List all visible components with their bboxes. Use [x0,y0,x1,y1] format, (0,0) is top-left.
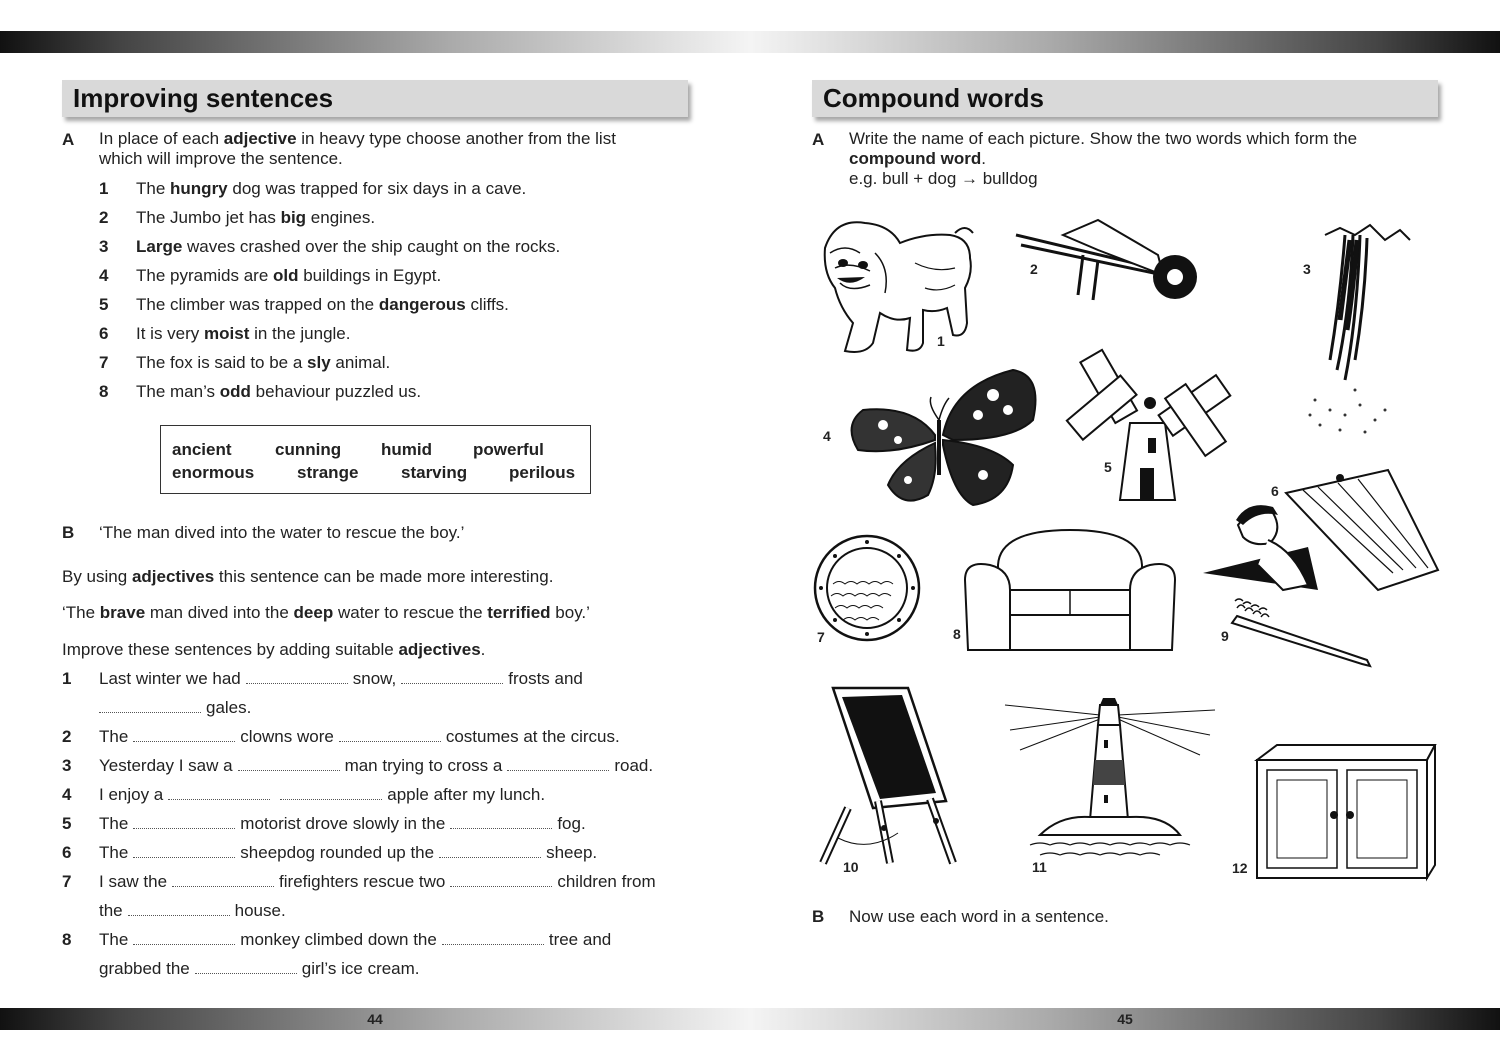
section-a-letter-left: A [62,130,75,149]
adjective-word-box [160,425,591,494]
wheelbarrow-picture [1013,215,1203,310]
item-number: 7 [99,353,109,372]
fill-in-sentence: I saw the firefighters rescue two children from [99,872,656,891]
item-number: 7 [62,872,72,891]
answer-blank[interactable] [238,759,340,771]
fill-in-sentence: The monkey climbed down the tree and [99,930,612,949]
answer-blank[interactable] [246,672,348,684]
answer-blank[interactable] [450,875,552,887]
answer-blank[interactable] [339,730,441,742]
fill-in-sentence: I enjoy a apple after my lunch. [99,785,546,804]
answer-blank[interactable] [195,962,297,974]
fill-in-sentence-cont: grabbed the girl’s ice cream. [99,959,420,978]
answer-blank[interactable] [450,817,552,829]
adjective-explanation: By using adjectives this sentence can be made more interesting. [62,567,554,586]
item-number: 4 [99,266,109,285]
picture-label: 9 [1221,628,1229,644]
sentence-task: Now use each word in a sentence. [849,907,1109,926]
cupboard-picture [1252,740,1440,885]
section-b-letter-left: B [62,523,75,542]
answer-blank[interactable] [442,933,544,945]
example-quote: ‘The man dived into the water to rescue the boy.’ [99,523,465,542]
answer-blank[interactable] [128,904,230,916]
armchair-picture [960,525,1180,660]
answer-blank[interactable] [168,788,270,800]
page-title-left: Improving sentences [62,80,688,117]
list-item: The hungry dog was trapped for six days in a cave. [136,179,527,198]
word-option: perilous [509,463,576,482]
answer-blank[interactable] [401,672,503,684]
answer-blank[interactable] [133,933,235,945]
word-option: starving [401,463,468,482]
item-number: 8 [62,930,72,949]
answer-blank[interactable] [172,875,274,887]
section-a-instruction: In place of each adjective in heavy type choose another from the list which will improve the sentence. [99,129,616,168]
item-number: 3 [62,756,72,775]
list-item: The pyramids are old buildings in Egypt. [136,266,442,285]
item-number: 5 [62,814,72,833]
word-option: enormous [172,463,255,482]
fill-in-sentence: Last winter we had snow, frosts and [99,669,583,688]
list-item: The climber was trapped on the dangerous cliffs. [136,295,509,314]
answer-blank[interactable] [99,701,201,713]
picture-label: 7 [817,629,825,645]
word-option: cunning [275,440,342,459]
picture-label: 8 [953,626,961,642]
picture-label: 3 [1303,261,1311,277]
item-number: 6 [62,843,72,862]
picture-label: 4 [823,428,831,444]
answer-blank[interactable] [439,846,541,858]
fill-in-sentence: The clowns wore costumes at the circus. [99,727,620,746]
bottom-border-bar [0,1008,1500,1030]
trapdoor-picture [1198,465,1443,605]
porthole-picture [813,534,921,642]
list-item: Large waves crashed over the ship caught on the rocks. [136,237,561,256]
picture-label: 11 [1032,859,1047,875]
fill-in-sentence-cont: gales. [94,698,251,718]
section-b-letter-right: B [812,907,825,926]
toothbrush-picture [1227,598,1377,670]
answer-blank[interactable] [133,846,235,858]
compound-instruction: Write the name of each picture. Show the two words which form the compound word. e.g. bull + dog → bulldog [849,129,1358,188]
picture-label: 1 [937,333,945,349]
task-instruction: Improve these sentences by adding suitable adjectives. [62,640,486,659]
picture-label: 12 [1232,860,1248,876]
list-item: It is very moist in the jungle. [136,324,351,343]
list-item: The fox is said to be a sly animal. [136,353,391,372]
page-number-left: 44 [367,1011,383,1027]
answer-blank[interactable] [133,817,235,829]
item-number: 2 [62,727,72,746]
item-number: 8 [99,382,109,401]
item-number: 1 [62,669,72,688]
waterfall-picture [1295,220,1415,440]
word-option: powerful [473,440,544,459]
bulldog-picture [815,213,975,358]
word-option: ancient [172,440,232,459]
fill-in-sentence: The sheepdog rounded up the sheep. [99,843,598,862]
improved-example: ‘The brave man dived into the deep water to rescue the terrified boy.’ [62,603,590,622]
answer-blank[interactable] [133,730,235,742]
fill-in-sentence: Yesterday I saw a man trying to cross a road. [99,756,654,775]
fill-in-sentence-cont: the house. [99,901,286,920]
picture-label: 2 [1030,261,1038,277]
word-option: strange [297,463,359,482]
page-number-right: 45 [1117,1011,1133,1027]
answer-blank[interactable] [507,759,609,771]
list-item: The Jumbo jet has big engines. [136,208,376,227]
picture-label: 6 [1271,483,1279,499]
picture-label: 5 [1104,459,1112,475]
page-title-right: Compound words [812,80,1438,117]
answer-blank[interactable] [280,788,382,800]
item-number: 5 [99,295,109,314]
picture-label: 10 [843,859,859,875]
section-a-letter-right: A [812,130,825,149]
fill-in-sentence: The motorist drove slowly in the fog. [99,814,586,833]
butterfly-picture [843,365,1043,515]
blackboard-picture [818,683,963,868]
lighthouse-picture [1000,695,1220,865]
item-number: 4 [62,785,72,804]
top-border-bar [0,31,1500,53]
item-number: 2 [99,208,109,227]
item-number: 6 [99,324,109,343]
item-number: 3 [99,237,109,256]
word-option: humid [381,440,432,459]
list-item: The man’s odd behaviour puzzled us. [136,382,422,401]
item-number: 1 [99,179,109,198]
